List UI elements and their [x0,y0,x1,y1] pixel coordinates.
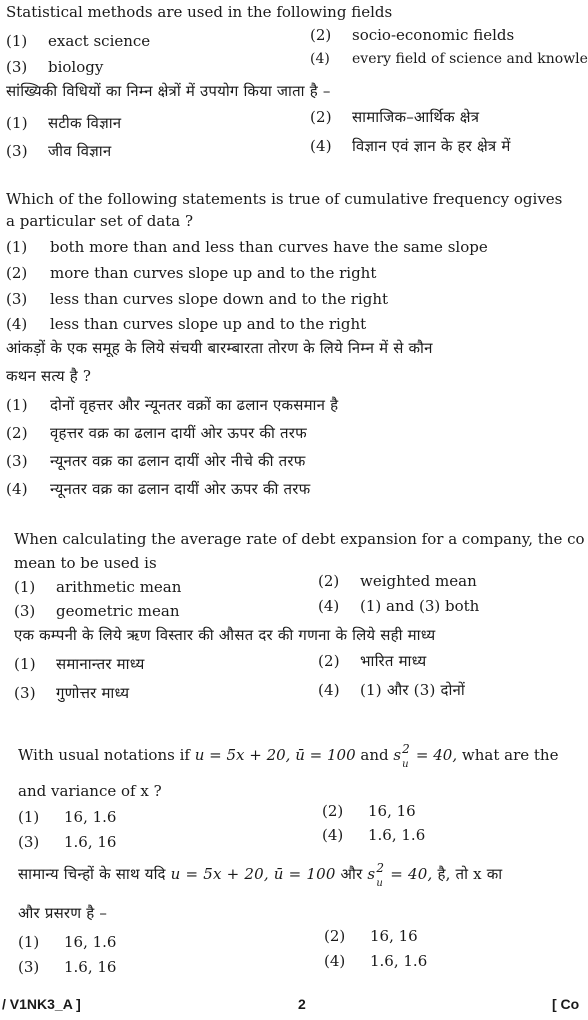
q3-option-hi-4 [318,680,465,700]
q3-option-en-1 [14,577,181,597]
option-number: (2) [310,26,332,44]
q1-stem-en: Statistical methods are used in the following fields [6,3,393,21]
option-text: जीव विज्ञान [48,142,112,160]
q4-option-hi-4 [324,951,427,971]
option-number: (2) [324,927,346,945]
option-text: 1.6, 1.6 [368,826,426,844]
paper-code: / V1NK3_A ] [2,996,81,1012]
option-number: (1) [14,655,36,673]
q1-option-hi-3 [6,141,111,161]
option-number: (3) [6,142,28,160]
option-number: (1) [6,114,28,132]
variance-scripts [401,742,411,770]
option-text: 1.6, 16 [64,958,117,976]
option-number: (3) [18,958,40,976]
q1-option-en-4 [310,49,588,69]
option-number: (4) [6,480,28,498]
option-number: (4) [6,315,28,333]
option-text: 1.6, 1.6 [370,952,428,970]
equation-u: u = 5x + 20, [170,865,269,883]
option-number: (4) [310,51,330,67]
q1-stem-hi: सांख्यिकी विधियों का निम्न क्षेत्रों में उपयोग किया जाता है – [6,82,331,100]
option-text: exact science [48,32,151,50]
option-number: (2) [6,264,28,282]
option-text: भारित माध्य [360,652,427,670]
equation-variance [367,861,433,889]
option-number: (3) [14,602,36,620]
option-text: 16, 1.6 [64,933,117,951]
and-word: और [340,865,363,883]
option-text: weighted mean [360,572,477,590]
option-text: दोनों वृहत्तर और न्यूनतर वक्रों का ढलान एकसमान है [50,396,339,414]
option-number: (1) [18,808,40,826]
q3-stem-hi: एक कम्पनी के लिये ऋण विस्तार की औसत दर की गणना के लिये सही माध्य [14,626,436,644]
option-number: (3) [14,684,36,702]
and-word: and [360,746,389,764]
q4-option-hi-3 [18,957,116,977]
q4-option-en-3 [18,832,116,852]
option-text: less than curves slope up and to the right [50,315,367,333]
variance-scripts [375,861,385,889]
option-text: arithmetic mean [56,578,182,596]
option-number: (1) [6,238,28,256]
q4-stem-en-line2: and variance of x ? [18,782,162,800]
page-number: 2 [298,996,306,1012]
option-text: (1) और (3) दोनों [360,681,465,699]
q3-option-en-3 [14,601,179,621]
option-number: (4) [318,597,340,615]
q3-option-hi-1 [14,654,144,674]
option-number: (2) [6,424,28,442]
option-text: सटीक विज्ञान [48,114,122,132]
q1-option-en-2 [310,25,514,45]
option-text: every field of science and knowle [352,51,588,67]
q3-stem-en-line2: mean to be used is [14,554,157,572]
q3-option-hi-3 [14,683,129,703]
option-number: (4) [318,681,340,699]
variance-value: = 40, [415,746,458,764]
q2-option-en-4 [6,314,366,334]
equation-mean: ū = 100 [273,865,336,883]
q3-option-hi-2 [318,651,426,671]
stem-text: With usual notations if [18,746,190,764]
option-text: 16, 1.6 [64,808,117,826]
option-text: विज्ञान एवं ज्ञान के हर क्षेत्र में [352,137,511,155]
variance-symbol: s [367,865,376,883]
q4-option-en-1 [18,807,116,827]
option-number: (1) [18,933,40,951]
q3-option-en-2 [318,571,477,591]
variance-superscript: 2 [376,861,385,875]
equation-u: u = 5x + 20, [194,746,291,764]
q3-stem-en-line1: When calculating the average rate of debt expansion for a company, the co [14,530,585,548]
option-number: (3) [6,58,28,76]
option-number: (3) [18,833,40,851]
option-number: (3) [6,452,28,470]
q2-option-en-3 [6,289,388,309]
q2-option-hi-1 [6,395,338,415]
stem-text-post: है, तो x का [437,865,503,883]
option-text: both more than and less than curves have the same slope [50,238,488,256]
continued-marker: [ Co [552,996,580,1012]
option-text: गुणोत्तर माध्य [56,684,130,702]
q2-stem-en-line1: Which of the following statements is true of cumulative frequency ogives [6,190,563,208]
option-number: (1) [14,578,36,596]
option-number: (4) [324,952,346,970]
q2-option-hi-3 [6,451,305,471]
q1-option-en-1 [6,31,150,51]
option-number: (2) [318,572,340,590]
option-text: 16, 16 [368,802,416,820]
q4-option-hi-2 [324,926,418,946]
variance-subscript: u [376,878,383,889]
option-number: (1) [6,32,28,50]
q2-option-hi-2 [6,423,307,443]
option-text: less than curves slope down and to the right [50,290,389,308]
option-text: समानान्तर माध्य [56,655,145,673]
stem-text-post: what are the [461,746,559,764]
option-text: socio-economic fields [352,26,515,44]
option-text: biology [48,58,104,76]
q1-option-hi-1 [6,113,121,133]
option-number: (2) [318,652,340,670]
stem-text: सामान्य चिन्हों के साथ यदि [18,865,166,883]
option-text: 16, 16 [370,927,418,945]
option-text: 1.6, 16 [64,833,117,851]
q1-option-hi-2 [310,107,479,127]
option-text: more than curves slope up and to the right [50,264,377,282]
variance-value: = 40, [390,865,433,883]
option-number: (3) [6,290,28,308]
q4-stem-hi-line1 [18,861,503,889]
option-number: (4) [310,137,332,155]
q4-option-en-4 [322,825,425,845]
option-text: geometric mean [56,602,180,620]
q2-option-en-2 [6,263,376,283]
q3-option-en-4 [318,596,479,616]
variance-superscript: 2 [402,742,410,756]
option-text: सामाजिक–आर्थिक क्षेत्र [352,108,480,126]
option-number: (1) [6,396,28,414]
option-number: (2) [322,802,344,820]
q1-option-hi-4 [310,136,511,156]
q1-option-en-3 [6,57,103,77]
q2-option-en-1 [6,237,488,257]
option-number: (4) [322,826,344,844]
option-text: न्यूनतर वक्र का ढलान दायीं ओर नीचे की तरफ [50,452,306,470]
variance-symbol: s [393,746,402,764]
q2-stem-hi-line1: आंकड़ों के एक समूह के लिये संचयी बारम्बारता तोरण के लिये निम्न में से कौन [6,339,433,357]
q2-stem-hi-line2: कथन सत्य है ? [6,367,92,385]
equation-mean: ū = 100 [295,746,356,764]
option-text: वृहत्तर वक्र का ढलान दायीं ओर ऊपर की तरफ [50,424,307,442]
q4-stem-en-line1 [18,742,559,770]
q4-option-en-2 [322,801,416,821]
q4-stem-hi-line2: और प्रसरण है – [18,904,108,922]
option-number: (2) [310,108,332,126]
option-text: (1) and (3) both [360,597,480,615]
equation-variance [393,742,458,770]
option-text: न्यूनतर वक्र का ढलान दायीं ओर ऊपर की तरफ [50,480,311,498]
q2-stem-en-line2: a particular set of data ? [6,212,194,230]
q2-option-hi-4 [6,479,310,499]
q4-option-hi-1 [18,932,116,952]
variance-subscript: u [402,759,409,770]
